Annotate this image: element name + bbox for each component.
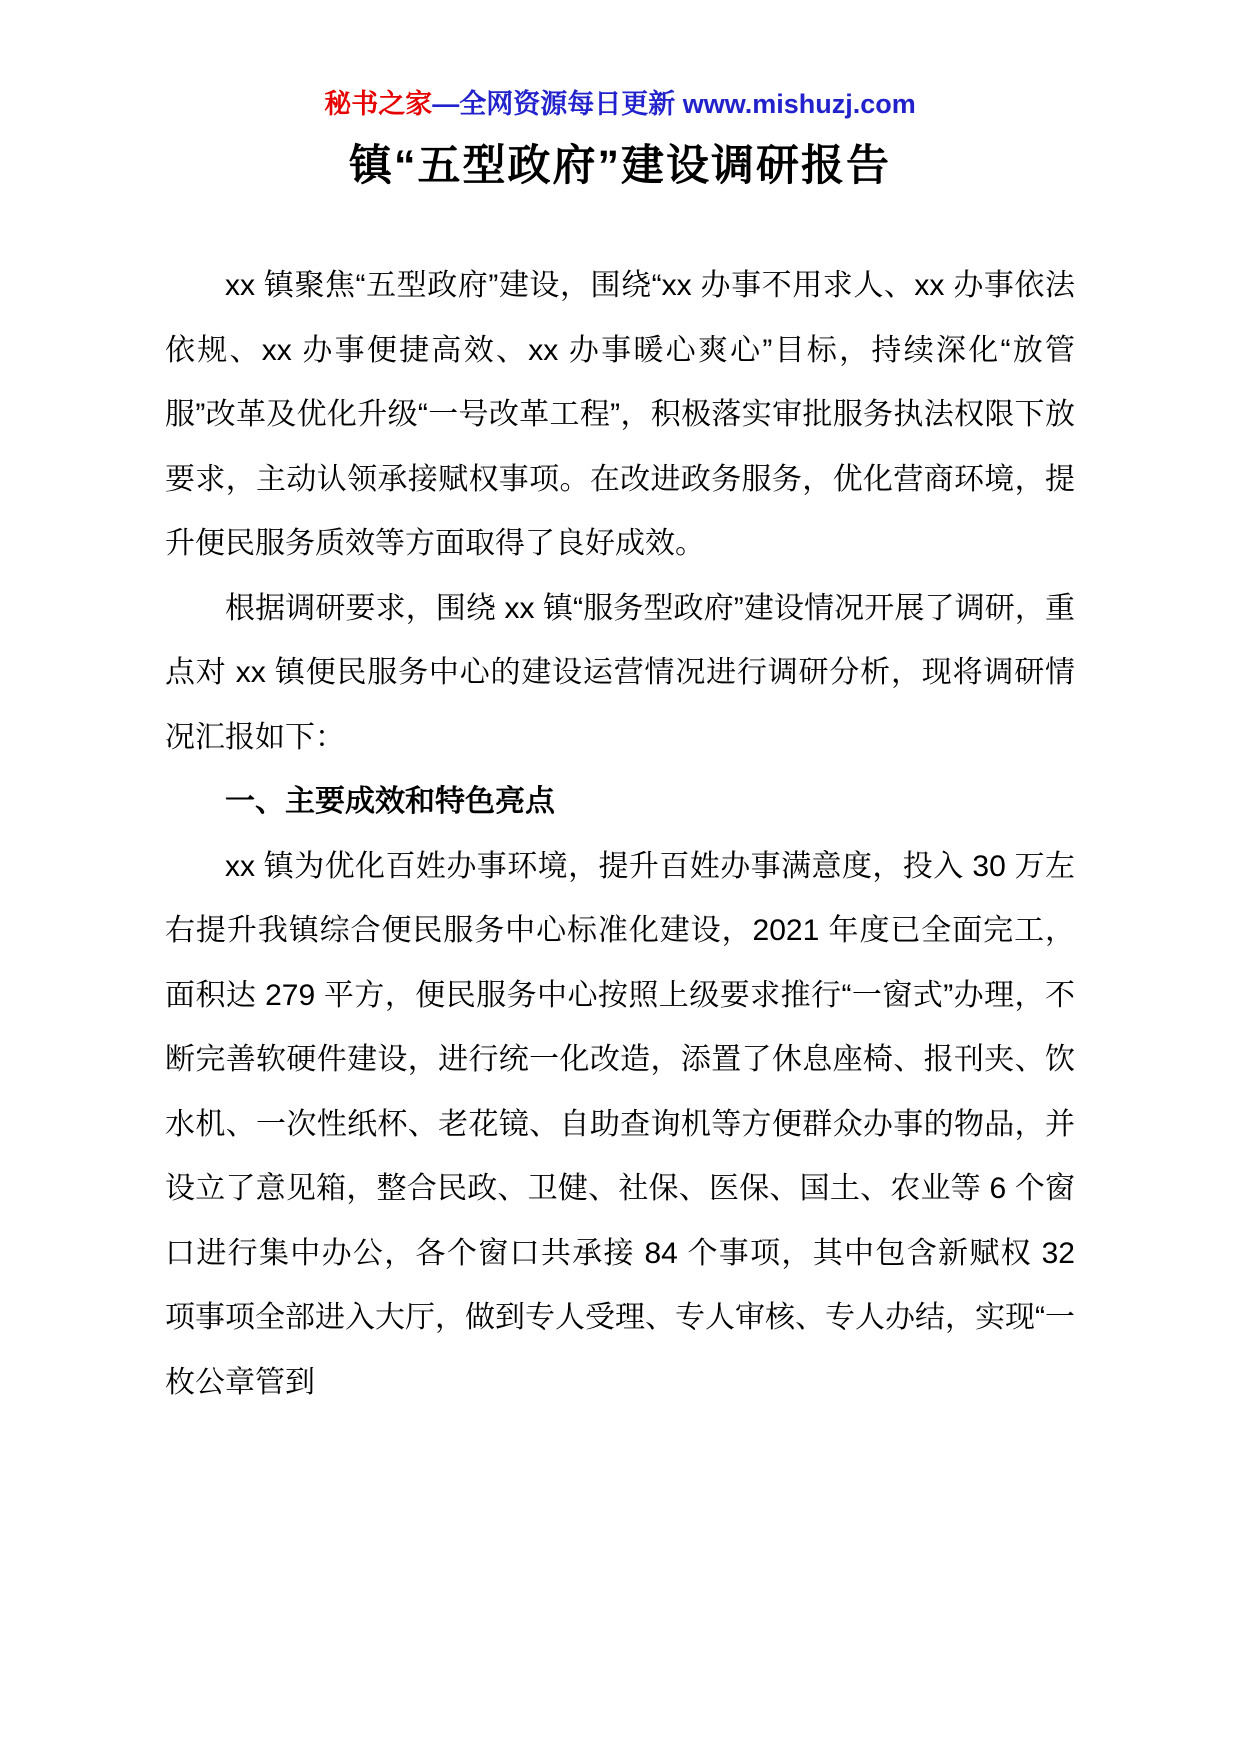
paragraph-achievements: xx 镇为优化百姓办事环境，提升百姓办事满意度，投入 30 万左右提升我镇综合便民服务中心标准化建设，2021 年度已全面完工，面积达 279 平方，便民服务中心按照上级要求推行“一窗式”办理，不断完善软硬件建设，进行统一化改造，添置了休息座椅、报刊夹、饮水机、一次性纸杯、老花镜、自助查询机等方便群众办事的物品，并设立了意见箱，整合民政、卫健、社保、医保、国土、农业等 6 个窗口进行集中办公，各个窗口共承接 84 个事项，其中包含新赋权 32 项事项全部进入大厅，做到专人受理、专人审核、专人办结，实现“一枚公章管到: [165, 849, 1075, 1399]
site-brand: 秘书之家: [324, 89, 433, 119]
site-url-link[interactable]: www.mishuzj.com: [682, 89, 916, 119]
section-heading-1: 一、主要成效和特色亮点: [225, 785, 555, 818]
site-tagline: —全网资源每日更新: [432, 89, 683, 119]
site-header: [165, 86, 1075, 122]
paragraph-intro: xx 镇聚焦“五型政府”建设，围绕“xx 办事不用求人、xx 办事依法依规、xx 办事便捷高效、xx 办事暖心爽心”目标，持续深化“放管服”改革及优化升级“一号改革工程”，积极落实审批服务执法权限下放要求，主动认领承接赋权事项。在改进政务服务，优化营商环境，提升便民服务质效等方面取得了良好成效。: [165, 269, 1075, 560]
document-title: 镇“五型政府”建设调研报告: [349, 142, 891, 190]
paragraph-research-basis: 根据调研要求，围绕 xx 镇“服务型政府”建设情况开展了调研，重点对 xx 镇便民服务中心的建设运营情况进行调研分析，现将调研情况汇报如下：: [165, 591, 1075, 754]
